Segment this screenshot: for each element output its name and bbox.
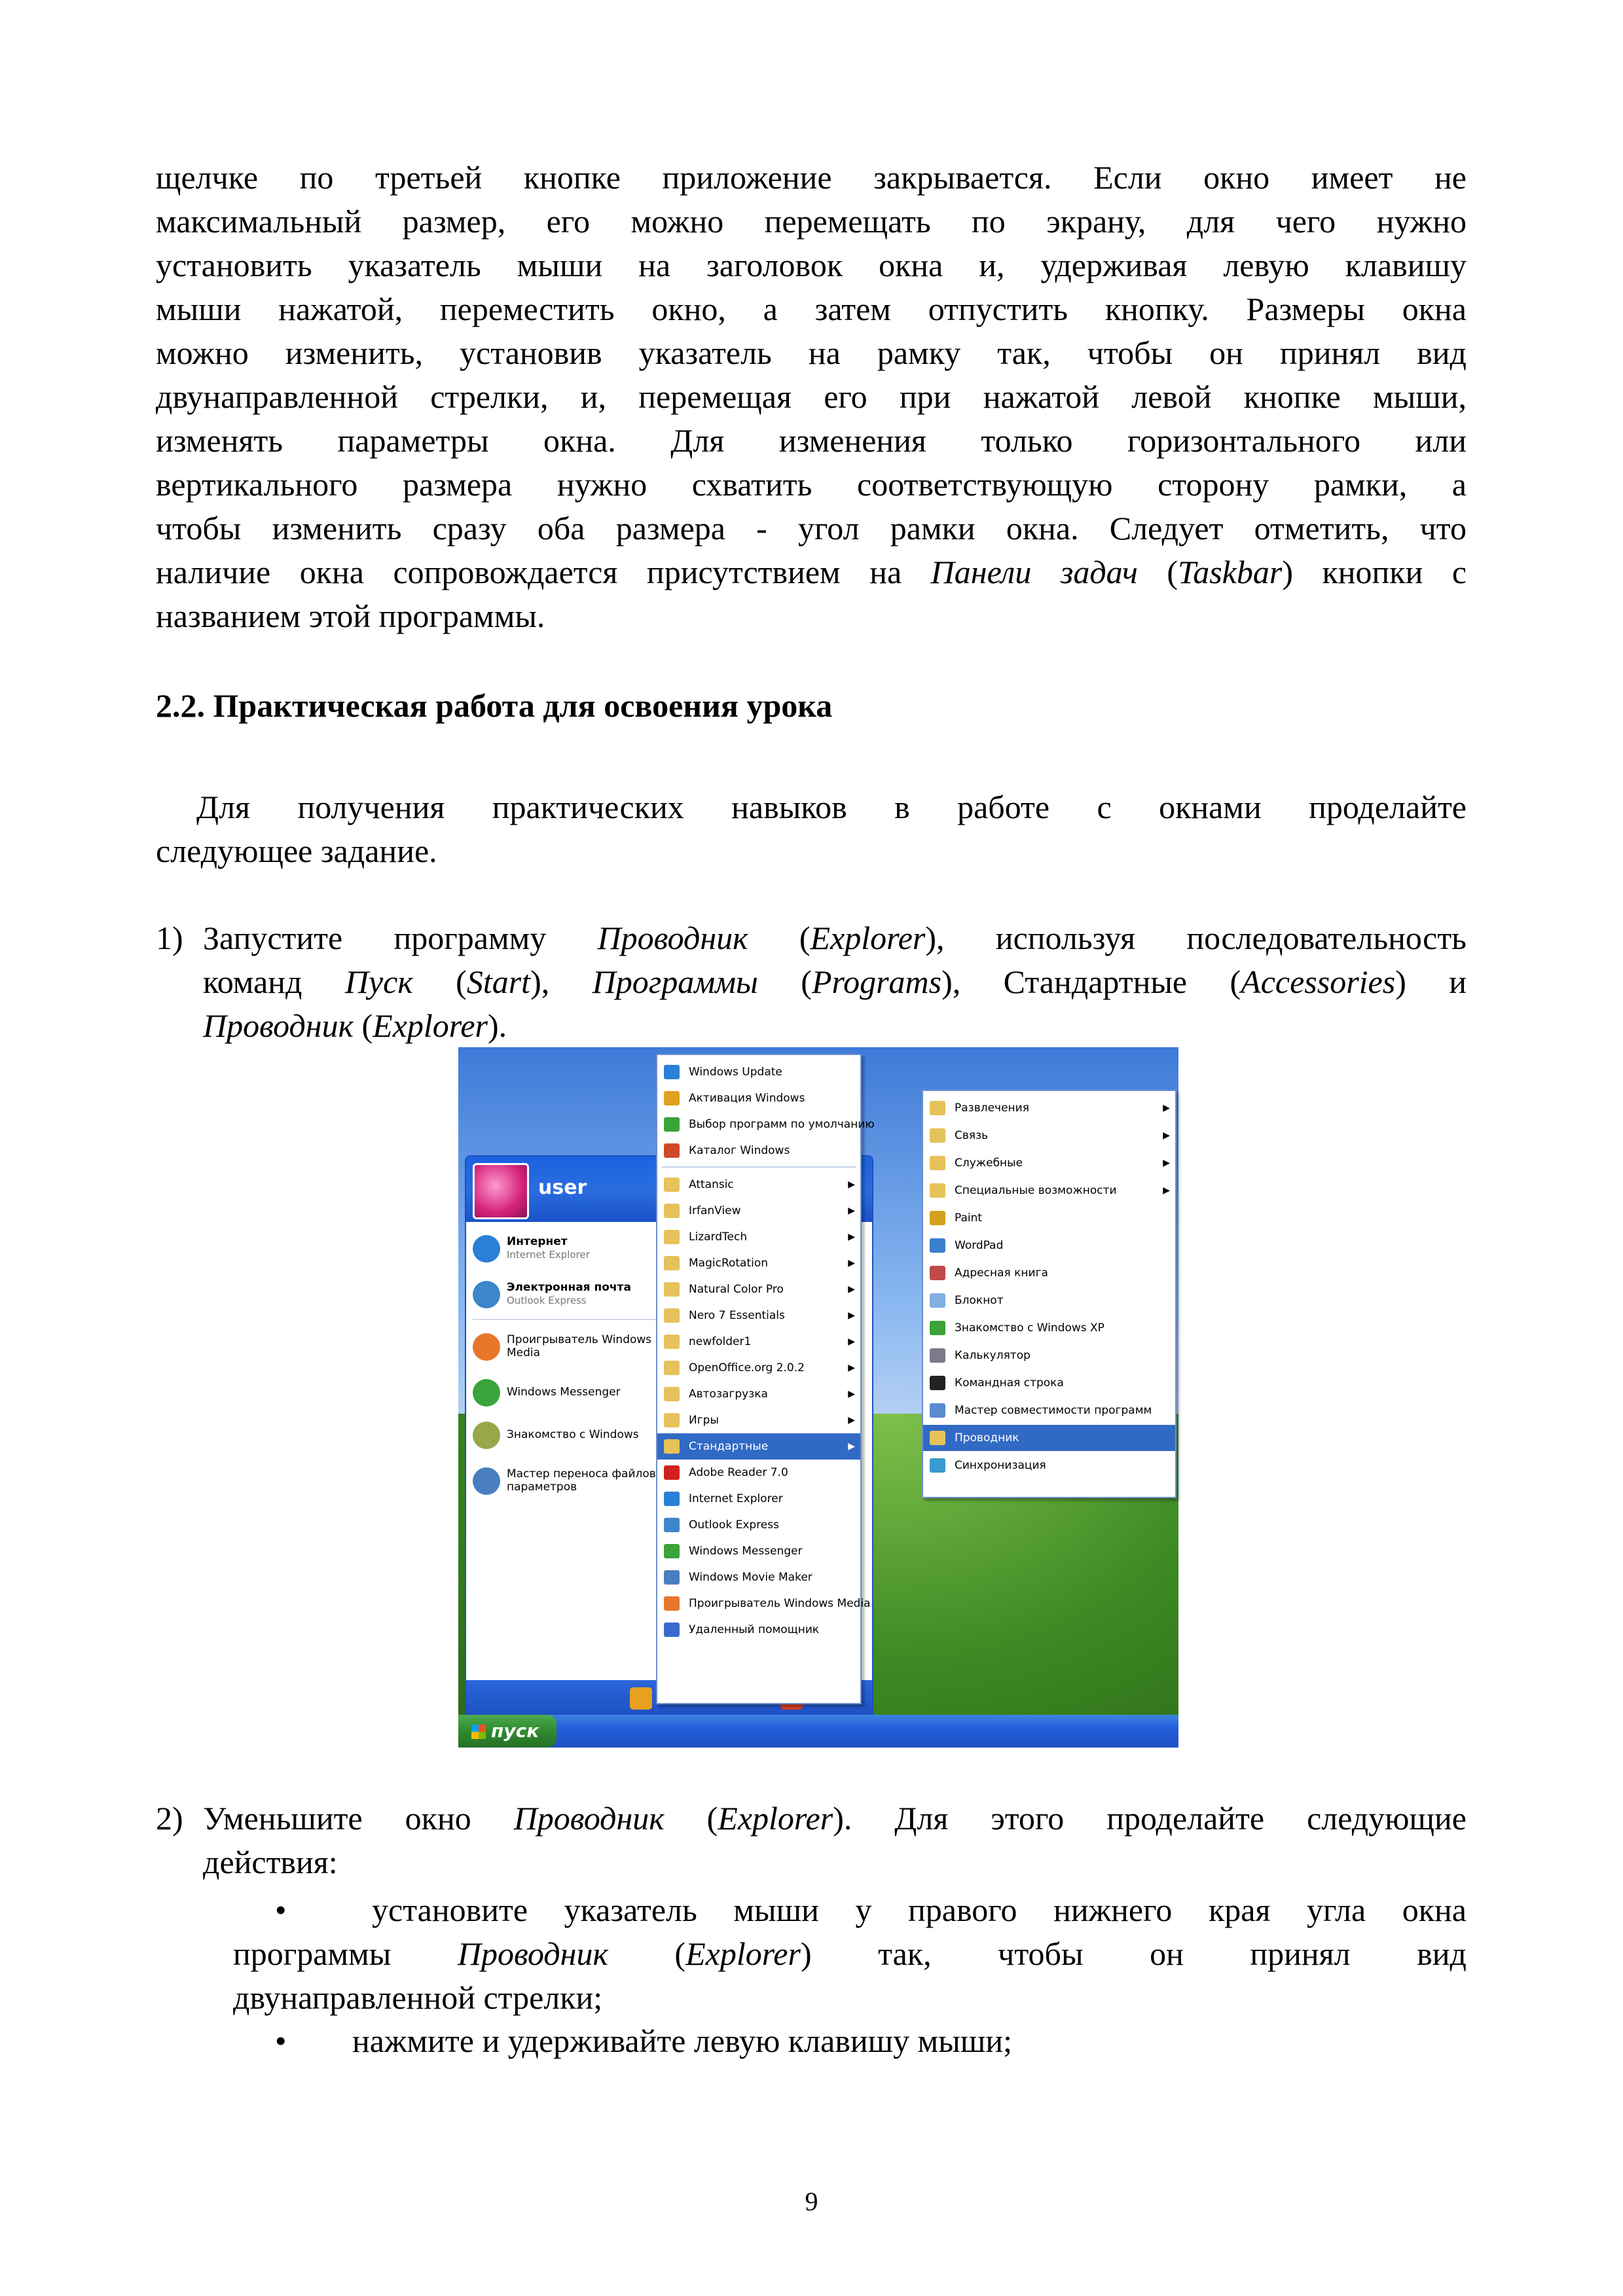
text-run: нажмите и удерживайте левую клавишу мыши; (352, 2022, 1013, 2059)
media-player-icon (664, 1596, 680, 1611)
transfer-wizard-icon (473, 1467, 500, 1495)
folder-icon (664, 1177, 680, 1192)
text-run: программы (233, 1935, 458, 1972)
term: Explorer (685, 1935, 801, 1972)
menu-item[interactable] (657, 1486, 860, 1512)
submenu-arrow-icon: ▶ (1163, 1130, 1170, 1141)
text-run: команд (203, 963, 345, 1000)
folder-icon (664, 1204, 680, 1218)
menu-folder[interactable] (657, 1250, 860, 1276)
menu-folder[interactable] (657, 1172, 860, 1198)
list-number: 2) (156, 1800, 183, 1837)
paragraph-task-intro (156, 785, 1467, 873)
outlook-express-icon (664, 1518, 680, 1532)
outlook-express-icon (473, 1281, 500, 1308)
internet-explorer-icon (473, 1235, 500, 1263)
menu-item-label: Adobe Reader 7.0 (689, 1466, 788, 1479)
text-line (156, 1797, 1467, 1840)
menu-folder[interactable] (657, 1381, 860, 1407)
start-menu-left-column (466, 1222, 663, 1680)
menu-item-label: Адресная книга (955, 1266, 1048, 1280)
list-item-1 (156, 916, 1467, 1048)
key-icon (630, 1687, 652, 1710)
folder-icon (664, 1439, 680, 1454)
menu-item[interactable] (923, 1205, 1175, 1231)
text-run: ( (353, 1007, 373, 1044)
text-run: ( (608, 1935, 686, 1972)
menu-item[interactable] (657, 1460, 860, 1486)
text-line: двунаправленной стрелки; (233, 1979, 603, 2016)
menu-folder[interactable] (657, 1355, 860, 1381)
menu-item-label: newfolder1 (689, 1335, 752, 1348)
menu-item-label: Синхронизация (955, 1459, 1046, 1472)
menu-item[interactable] (923, 1232, 1175, 1259)
menu-item-label: Windows Messenger (689, 1545, 803, 1558)
windows-tour-icon (930, 1321, 945, 1335)
text-line: максимальный размер, его можно перемещать по экрану, для чего нужно (156, 203, 1467, 240)
text-run: ), (530, 963, 593, 1000)
windows-tour-icon (473, 1422, 500, 1449)
text-line: мыши нажатой, переместить окно, а затем отпустить кнопку. Размеры окна (156, 291, 1467, 327)
menu-item-label: Paint (955, 1211, 983, 1225)
text-run: Уменьшите окно (203, 1800, 514, 1837)
term: Проводник (457, 1935, 608, 1972)
text-line: можно изменить, установив указатель на рамку так, чтобы он принял вид (156, 334, 1467, 371)
text-line (156, 1888, 1467, 1932)
text-run: ( (757, 963, 812, 1000)
term: Пуск (344, 963, 413, 1000)
menu-folder[interactable] (657, 1407, 860, 1433)
menu-folder[interactable] (923, 1177, 1175, 1204)
text-run: ( (412, 963, 467, 1000)
menu-folder[interactable] (923, 1095, 1175, 1121)
list-item-2 (156, 1797, 1467, 1884)
user-avatar (473, 1163, 529, 1219)
folder-icon (930, 1183, 945, 1198)
menu-folder[interactable] (657, 1224, 860, 1250)
pinned-label: Интернет (507, 1235, 568, 1248)
remote-assistance-icon (664, 1623, 680, 1637)
sync-icon (930, 1458, 945, 1473)
windows-update-icon (664, 1065, 680, 1079)
menu-item-label: Активация Windows (689, 1092, 805, 1105)
text-run: ( (748, 920, 811, 956)
menu-item-label: Nero 7 Essentials (689, 1309, 785, 1322)
submenu-arrow-icon: ▶ (1163, 1103, 1170, 1113)
text-run: ), Стандартные ( (941, 963, 1241, 1000)
internet-explorer-icon (664, 1492, 680, 1506)
calculator-icon (930, 1348, 945, 1363)
menu-folder[interactable] (657, 1329, 860, 1355)
term: Explorer (810, 920, 926, 956)
pinned-sub: Outlook Express (507, 1295, 587, 1306)
explorer-icon (930, 1431, 945, 1445)
menu-item[interactable] (657, 1590, 871, 1617)
text-line (156, 916, 1467, 960)
folder-icon (664, 1335, 680, 1349)
menu-item[interactable] (923, 1452, 1175, 1479)
menu-item[interactable] (657, 1085, 860, 1111)
wordpad-icon (930, 1238, 945, 1253)
text-line: чтобы изменить сразу оба размера - угол рамки окна. Следует отметить, что (156, 510, 1467, 547)
menu-item-label: Outlook Express (689, 1518, 779, 1532)
submenu-arrow-icon: ▶ (848, 1179, 855, 1190)
menu-folder[interactable] (923, 1150, 1175, 1176)
term-taskbar-ru: Панели задач (930, 554, 1138, 590)
menu-item-label: Калькулятор (955, 1349, 1030, 1362)
paint-icon (930, 1211, 945, 1225)
page-number: 9 (805, 2187, 818, 2216)
menu-item[interactable] (657, 1564, 860, 1590)
term: Accessories (1241, 963, 1396, 1000)
list-number: 1) (156, 920, 183, 956)
menu-item-label: Internet Explorer (689, 1492, 783, 1505)
menu-item-label: MagicRotation (689, 1257, 769, 1270)
media-player-icon (473, 1333, 500, 1361)
menu-item-label: Natural Color Pro (689, 1283, 784, 1296)
menu-item-label: Блокнот (955, 1294, 1004, 1307)
text-line (156, 960, 1467, 1004)
menu-item-label: Связь (955, 1129, 989, 1142)
menu-item-label: Развлечения (955, 1102, 1029, 1115)
folder-icon (664, 1230, 680, 1244)
menu-item-label: Каталог Windows (689, 1144, 790, 1157)
menu-item[interactable] (923, 1260, 1175, 1286)
accessories-menu (922, 1090, 1176, 1498)
text-line (156, 2019, 1467, 2063)
text-line: изменять параметры окна. Для изменения только горизонтального или (156, 422, 1467, 459)
recent-label-2: Media (507, 1346, 541, 1359)
submenu-arrow-icon: ▶ (848, 1441, 855, 1452)
menu-item-label: Windows Movie Maker (689, 1571, 812, 1584)
bullet-item-1 (156, 1888, 1467, 2020)
menu-item[interactable] (657, 1617, 860, 1643)
messenger-icon (664, 1544, 680, 1558)
term: Start (466, 963, 531, 1000)
start-label: пуск (491, 1720, 539, 1742)
pinned-label: Электронная почта (507, 1281, 631, 1294)
text-line: названием этой программы. (156, 598, 545, 634)
text-line: установить указатель мыши на заголовок окна и, удерживая левую клавишу (156, 247, 1467, 283)
menu-item[interactable] (657, 1111, 875, 1138)
menu-item-label: Проигрыватель Windows Media (689, 1597, 871, 1610)
menu-item[interactable] (657, 1138, 860, 1164)
windows-flag-icon (471, 1725, 486, 1739)
text-line: следующее задание. (156, 833, 437, 869)
menu-item-label: IrfanView (689, 1204, 741, 1217)
term: Программы (592, 963, 758, 1000)
menu-item[interactable] (923, 1287, 1175, 1314)
menu-item[interactable] (923, 1342, 1175, 1369)
menu-item[interactable] (923, 1397, 1175, 1424)
submenu-arrow-icon: ▶ (848, 1284, 855, 1295)
recent-label-2: параметров (507, 1480, 577, 1494)
text-run: ). (488, 1007, 507, 1044)
folder-icon (664, 1413, 680, 1427)
text-run: наличие окна сопровождается присутствием на (156, 554, 931, 590)
term: Проводник (597, 920, 748, 956)
term: Programs (811, 963, 942, 1000)
folder-icon (664, 1361, 680, 1375)
text-run: ( (1137, 554, 1178, 590)
text-run: установите указатель мыши у правого нижнего края угла окна (372, 1892, 1467, 1928)
menu-item-explorer[interactable] (923, 1425, 1175, 1451)
menu-item-label: Знакомство с Windows XP (955, 1321, 1104, 1335)
menu-item-label: WordPad (955, 1239, 1004, 1252)
submenu-arrow-icon: ▶ (848, 1415, 855, 1426)
divider (473, 1319, 656, 1320)
text-line: щелчке по третьей кнопке приложение закрывается. Если окно имеет не (156, 159, 1467, 196)
menu-item[interactable] (657, 1538, 860, 1564)
term: Explorer (373, 1007, 488, 1044)
messenger-icon (473, 1379, 500, 1407)
menu-item-label: Автозагрузка (689, 1388, 768, 1401)
folder-icon (930, 1156, 945, 1170)
text-line (156, 1932, 1467, 1976)
pinned-sub: Internet Explorer (507, 1249, 590, 1261)
menu-folder[interactable] (657, 1198, 860, 1224)
submenu-arrow-icon: ▶ (848, 1310, 855, 1321)
movie-maker-icon (664, 1570, 680, 1585)
recent-label: Мастер переноса файлов (507, 1467, 656, 1480)
recent-label: Windows Messenger (507, 1386, 621, 1399)
folder-icon (664, 1256, 680, 1270)
text-line: вертикального размера нужно схватить соответствующую сторону рамки, а (156, 466, 1467, 503)
text-run: ) кнопки с (1282, 554, 1467, 590)
submenu-arrow-icon: ▶ (848, 1389, 855, 1399)
text-line: двунаправленной стрелки, и, перемещая его при нажатой левой кнопке мыши, (156, 378, 1467, 415)
menu-item[interactable] (923, 1370, 1175, 1396)
menu-item-label: Windows Update (689, 1066, 782, 1079)
submenu-arrow-icon: ▶ (848, 1232, 855, 1242)
start-menu-screenshot (458, 1047, 1178, 1748)
activation-icon (664, 1091, 680, 1105)
adobe-reader-icon (664, 1465, 680, 1480)
menu-item-label: Командная строка (955, 1376, 1064, 1390)
menu-folder[interactable] (657, 1276, 860, 1302)
term: Проводник (513, 1800, 665, 1837)
menu-item-label: Игры (689, 1414, 719, 1427)
menu-separator (661, 1166, 856, 1168)
submenu-arrow-icon: ▶ (1163, 1185, 1170, 1196)
section-heading: 2.2. Практическая работа для освоения урока (156, 687, 833, 724)
bullet-item-2 (156, 2019, 1467, 2063)
recent-label: Знакомство с Windows (507, 1428, 639, 1441)
menu-item-label: Выбор программ по умолчанию (689, 1118, 875, 1131)
menu-folder-accessories[interactable] (657, 1433, 860, 1460)
recent-label: Проигрыватель Windows (507, 1333, 652, 1346)
folder-icon (930, 1101, 945, 1115)
text-run: Запустите программу (203, 920, 598, 956)
term-taskbar-en: Taskbar (1177, 554, 1283, 590)
folder-icon (664, 1387, 680, 1401)
menu-item-label: Служебные (955, 1157, 1023, 1170)
menu-item-label: Специальные возможности (955, 1184, 1117, 1197)
text-run: ) и (1395, 963, 1467, 1000)
programs-menu (656, 1054, 875, 1704)
notepad-icon (930, 1293, 945, 1308)
default-programs-icon (664, 1117, 680, 1132)
term: Проводник (203, 1007, 354, 1044)
windows-catalog-icon (664, 1143, 680, 1158)
taskbar (458, 1715, 1178, 1748)
submenu-arrow-icon: ▶ (848, 1258, 855, 1268)
bullet-glyph: • (275, 2022, 287, 2059)
text-line (156, 1004, 1467, 1048)
menu-item-label: Стандартные (689, 1440, 769, 1453)
term: Explorer (718, 1800, 833, 1837)
menu-item-label: Проводник (955, 1431, 1019, 1444)
submenu-arrow-icon: ▶ (848, 1336, 855, 1347)
menu-item[interactable] (657, 1059, 860, 1085)
text-line: Для получения практических навыков в работе с окнами проделайте (196, 789, 1467, 825)
text-line (156, 550, 1467, 594)
bullet-glyph: • (275, 1892, 287, 1928)
address-book-icon (930, 1266, 945, 1280)
menu-folder[interactable] (923, 1122, 1175, 1149)
submenu-arrow-icon: ▶ (848, 1363, 855, 1373)
folder-icon (664, 1282, 680, 1297)
menu-item-label: Удаленный помощник (689, 1623, 820, 1636)
text-run: ), используя последовательность (925, 920, 1467, 956)
start-button[interactable] (458, 1715, 556, 1748)
menu-item-label: LizardTech (689, 1230, 748, 1244)
text-run: ) так, чтобы он принял вид (800, 1935, 1467, 1972)
menu-item[interactable] (657, 1512, 860, 1538)
menu-item-label: Мастер совместимости программ (955, 1404, 1152, 1417)
folder-icon (664, 1308, 680, 1323)
text-line: действия: (203, 1844, 338, 1880)
text-run: ( (664, 1800, 718, 1837)
text-run: ). Для этого проделайте следующие (833, 1800, 1467, 1837)
command-prompt-icon (930, 1376, 945, 1390)
compatibility-wizard-icon (930, 1403, 945, 1418)
menu-item[interactable] (923, 1315, 1175, 1341)
user-name: user (538, 1176, 587, 1199)
menu-item-label: OpenOffice.org 2.0.2 (689, 1361, 805, 1374)
folder-icon (930, 1128, 945, 1143)
menu-item-label: Attansic (689, 1178, 734, 1191)
menu-folder[interactable] (657, 1302, 860, 1329)
paragraph-window-controls (156, 156, 1467, 638)
submenu-arrow-icon: ▶ (848, 1206, 855, 1216)
submenu-arrow-icon: ▶ (1163, 1158, 1170, 1168)
